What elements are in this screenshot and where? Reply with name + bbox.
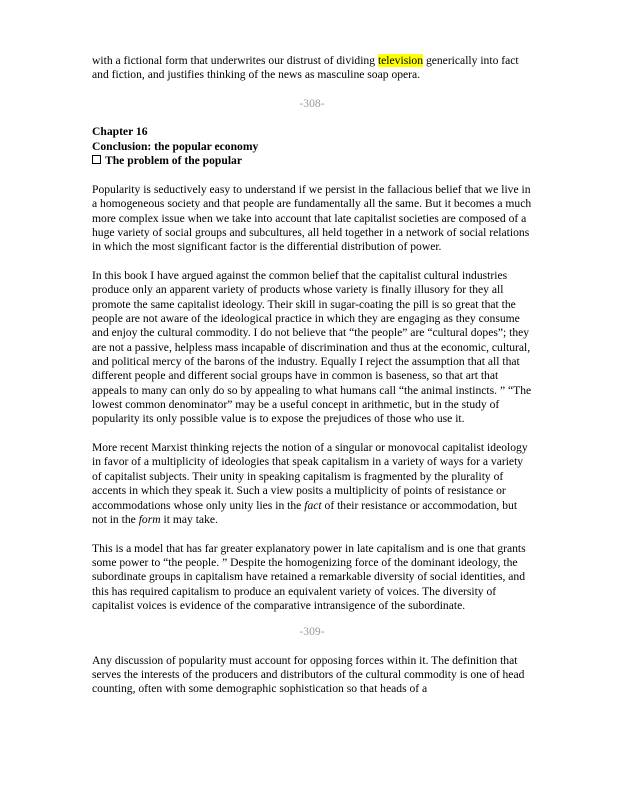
p3-italic-fact: fact [304,498,322,512]
p3-text-a: More recent Marxist thinking rejects the notion of a singular or monovocal capitalist ideology in favor of a multiplicity of ideologies that speak capitalism in a variety of ways for a variety of capitalist subjects. Their unity in speaking capitalism is fragmented by the plurality of accents in which they speak it. Such a view posits a multiplicity of points of resistance or accommodations whose only unity lies in the [92,441,528,512]
paragraph-3 [92,441,532,527]
p3-italic-form: form [138,512,161,526]
chapter-heading-block [92,125,532,168]
section-heading [92,154,532,168]
intro-text-start: with a fictional form that underwrites our distrust of dividing [92,54,376,67]
intro-paragraph [92,54,532,83]
p3-text-b: of their resistance or accommodation, but not in the [92,498,518,526]
search-highlight: television [377,54,424,67]
chapter-number: Chapter 16 [92,125,148,139]
paragraph-4: This is a model that has far greater explanatory power in late capitalism and is one that grants some power to “the people. ” Despite the homogenizing force of the dominant ideology, the subordinate groups in capitalism have retained a remarkable diversity of social identities, and this has required capitalism to produce an equivalent variety of voices. The diversity of capitalist voices is evidence of the comparative intransigence of the subordinate. [92,541,526,612]
square-bullet-icon [92,155,101,164]
section-title: The problem of the popular [105,154,242,168]
p3-text-c: it may take. [163,512,218,526]
page-number-309: -309- [299,625,325,639]
page-number-308: -308- [299,97,325,111]
paragraph-1: Popularity is seductively easy to understand if we persist in the fallacious belief that we live in a homogeneous society and that people are fundamentally all the same. But it becomes a much more complex issue when we take into account that late capitalist societies are composed of a huge variety of social groups and subcultures, all held together in a network of social relations in which the most significant factor is the differential distribution of power. [92,182,532,254]
chapter-title: Conclusion: the popular economy [92,139,259,153]
intro-text-end: generically into fact and fiction, and justifies thinking of the news as masculine soap opera. [92,54,519,82]
paragraph-5: Any discussion of popularity must account for opposing forces within it. The definition that serves the interests of the producers and distributors of the cultural commodity is one of head counting, often with some demographic sophistication so that heads of a [92,653,525,696]
document-page [92,54,532,697]
paragraph-2: In this book I have argued against the common belief that the capitalist cultural industries produce only an apparent variety of products whose variety is finally illusory for they all promote the same capitalist ideology. Their skill in sugar-coating the pill is so great that the people are not aware of the ideological practice in which they are engaging as they consume and enjoy the cultural commodity. I do not believe that “the people” are “cultural dopes”; they are not a passive, helpless mass incapable of discrimination and thus at the economic, cultural, and political mercy of the barons of the industry. Equally I reject the assumption that all that different people and different social groups have in common is baseness, so that art that appeals to many can only do so by appealing to what humans call “the animal instincts. ” “The lowest common denominator” may be a useful concept in arithmetic, but in the study of popularity its only possible value is to expose the prejudices of those who use it. [92,268,532,426]
